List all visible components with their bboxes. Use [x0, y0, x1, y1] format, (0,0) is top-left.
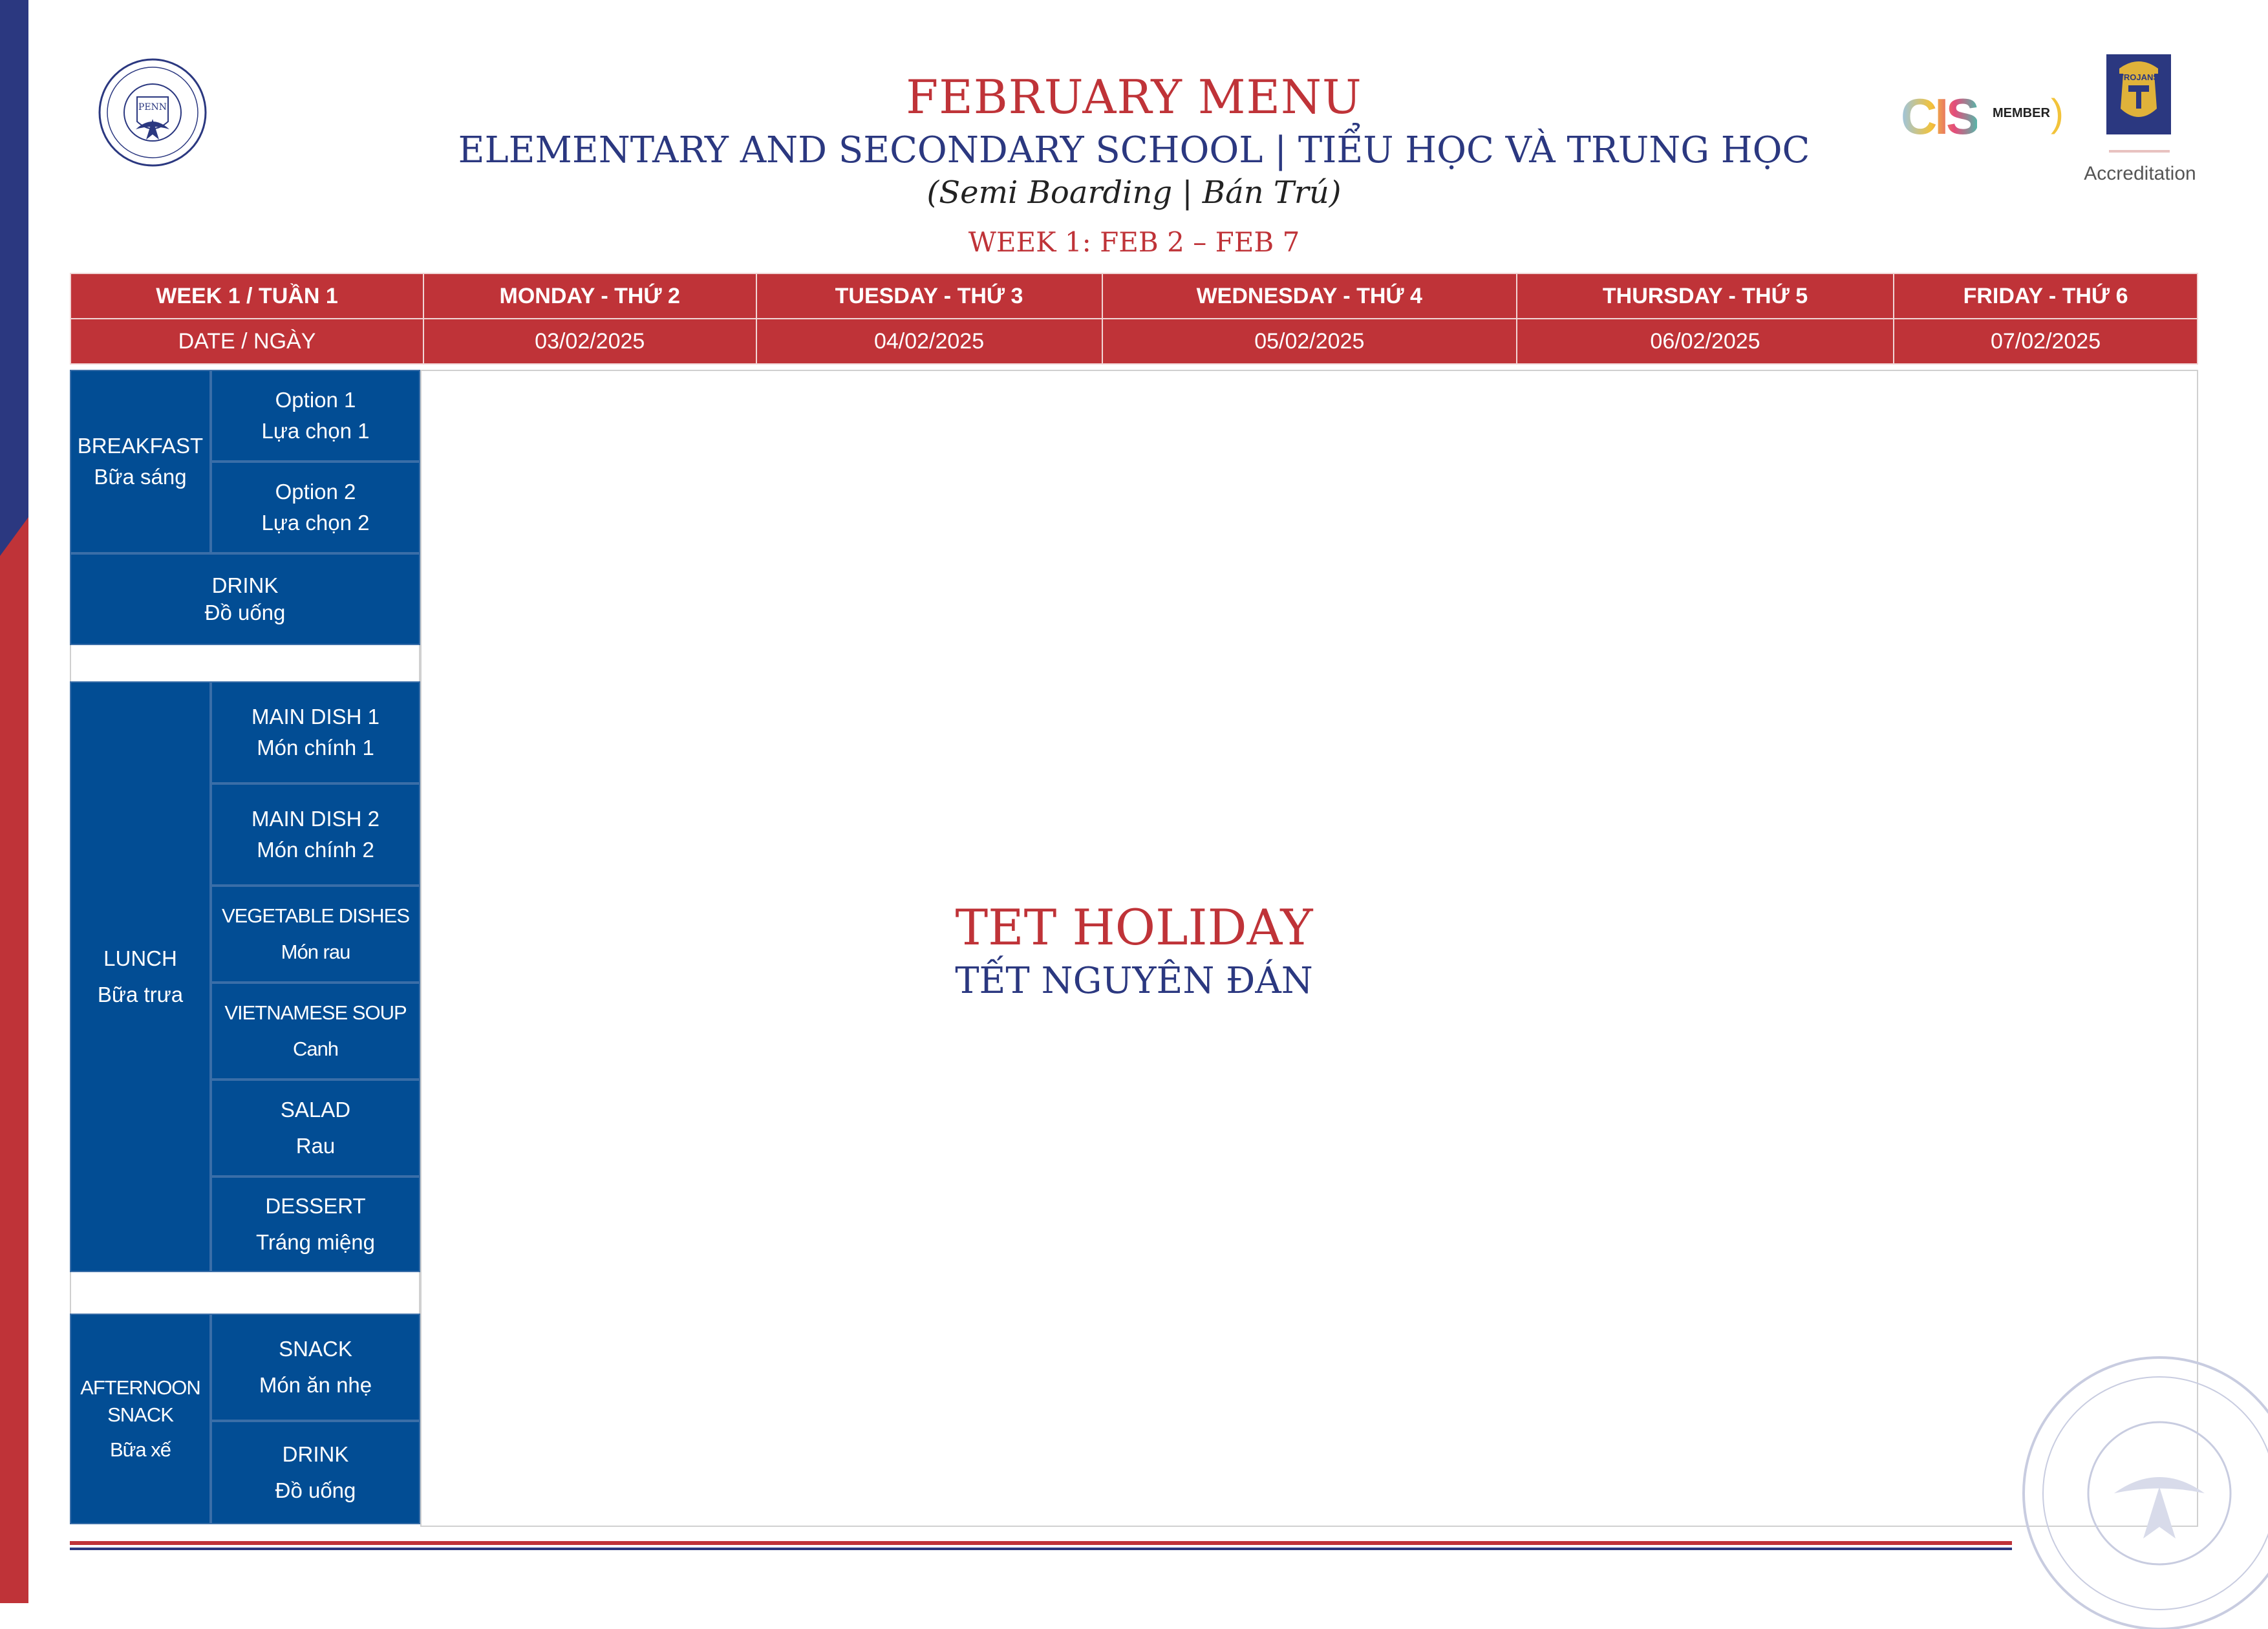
- breakfast-option-1: Option 1 Lựa chọn 1: [211, 370, 420, 462]
- holiday-subtitle: TẾT NGUYÊN ĐÁN: [955, 960, 1313, 1002]
- school-seal-logo: [97, 57, 208, 168]
- lunch-vegetable-dishes: VEGETABLE DISHES Món rau: [211, 886, 420, 983]
- date-friday: 07/02/2025: [1894, 319, 2198, 364]
- day-wednesday: WEDNESDAY - THỨ 4: [1102, 273, 1517, 319]
- date-monday: 03/02/2025: [423, 319, 756, 364]
- row-gap: [70, 1272, 420, 1314]
- lunch-vietnamese-soup: VIETNAMESE SOUP Canh: [211, 983, 420, 1080]
- accreditation-divider: [2109, 150, 2170, 153]
- cis-member-logo: CIS MEMBER ): [1901, 88, 2064, 145]
- program-label: (Semi Boarding | Bán Trú): [926, 175, 1342, 211]
- date-wednesday: 05/02/2025: [1102, 319, 1517, 364]
- afternoon-snack-label: AFTERNOON SNACK Bữa xế: [70, 1314, 211, 1524]
- seal-watermark: [2011, 1345, 2268, 1629]
- day-tuesday: TUESDAY - THỨ 3: [756, 273, 1102, 319]
- week-range: WEEK 1: FEB 2 – FEB 7: [968, 226, 1300, 258]
- footer-line-blue: [70, 1548, 2012, 1550]
- side-bar-top: [0, 0, 28, 517]
- date-thursday: 06/02/2025: [1517, 319, 1894, 364]
- day-friday: FRIDAY - THỨ 6: [1894, 273, 2198, 319]
- side-bar-notch: [0, 517, 28, 556]
- date-tuesday: 04/02/2025: [756, 319, 1102, 364]
- lunch-label: LUNCH Bữa trưa: [70, 681, 211, 1272]
- breakfast-label: BREAKFAST Bữa sáng: [70, 370, 211, 553]
- day-monday: MONDAY - THỨ 2: [423, 273, 756, 319]
- date-label: DATE / NGÀY: [70, 319, 423, 364]
- accreditation-label: Accreditation: [2084, 163, 2196, 184]
- date-row: [70, 319, 2198, 364]
- breakfast-drink: DRINK Đồ uống: [70, 553, 420, 645]
- lunch-main-dish-2: MAIN DISH 2 Món chính 2: [211, 783, 420, 886]
- footer-line-red: [70, 1541, 2012, 1545]
- lunch-main-dish-1: MAIN DISH 1 Món chính 1: [211, 681, 420, 783]
- row-gap: [70, 645, 420, 681]
- afternoon-snack-item: SNACK Món ăn nhẹ: [211, 1314, 420, 1421]
- page-title: FEBRUARY MENU: [906, 70, 1362, 124]
- svg-text:PENN: PENN: [138, 102, 167, 112]
- afternoon-snack-drink: DRINK Đồ uống: [211, 1421, 420, 1524]
- trojans-badge-logo: [2106, 54, 2171, 134]
- lunch-salad: SALAD Rau: [211, 1080, 420, 1176]
- svg-text:TROJANS: TROJANS: [2118, 72, 2159, 82]
- cis-bracket: ): [2051, 91, 2064, 134]
- week-label: WEEK 1 / TUẦN 1: [70, 273, 423, 319]
- page-subtitle: ELEMENTARY AND SECONDARY SCHOOL | TIỂU HỌC VÀ TRUNG HỌC: [458, 129, 1810, 171]
- lunch-dessert: DESSERT Tráng miệng: [211, 1176, 420, 1272]
- day-row: [70, 273, 2198, 319]
- breakfast-option-2: Option 2 Lựa chọn 2: [211, 462, 420, 553]
- day-thursday: THURSDAY - THỨ 5: [1517, 273, 1894, 319]
- side-bar-bottom: [0, 517, 28, 1603]
- menu-header-table: [70, 273, 2198, 365]
- holiday-title: TET HOLIDAY: [955, 899, 1313, 956]
